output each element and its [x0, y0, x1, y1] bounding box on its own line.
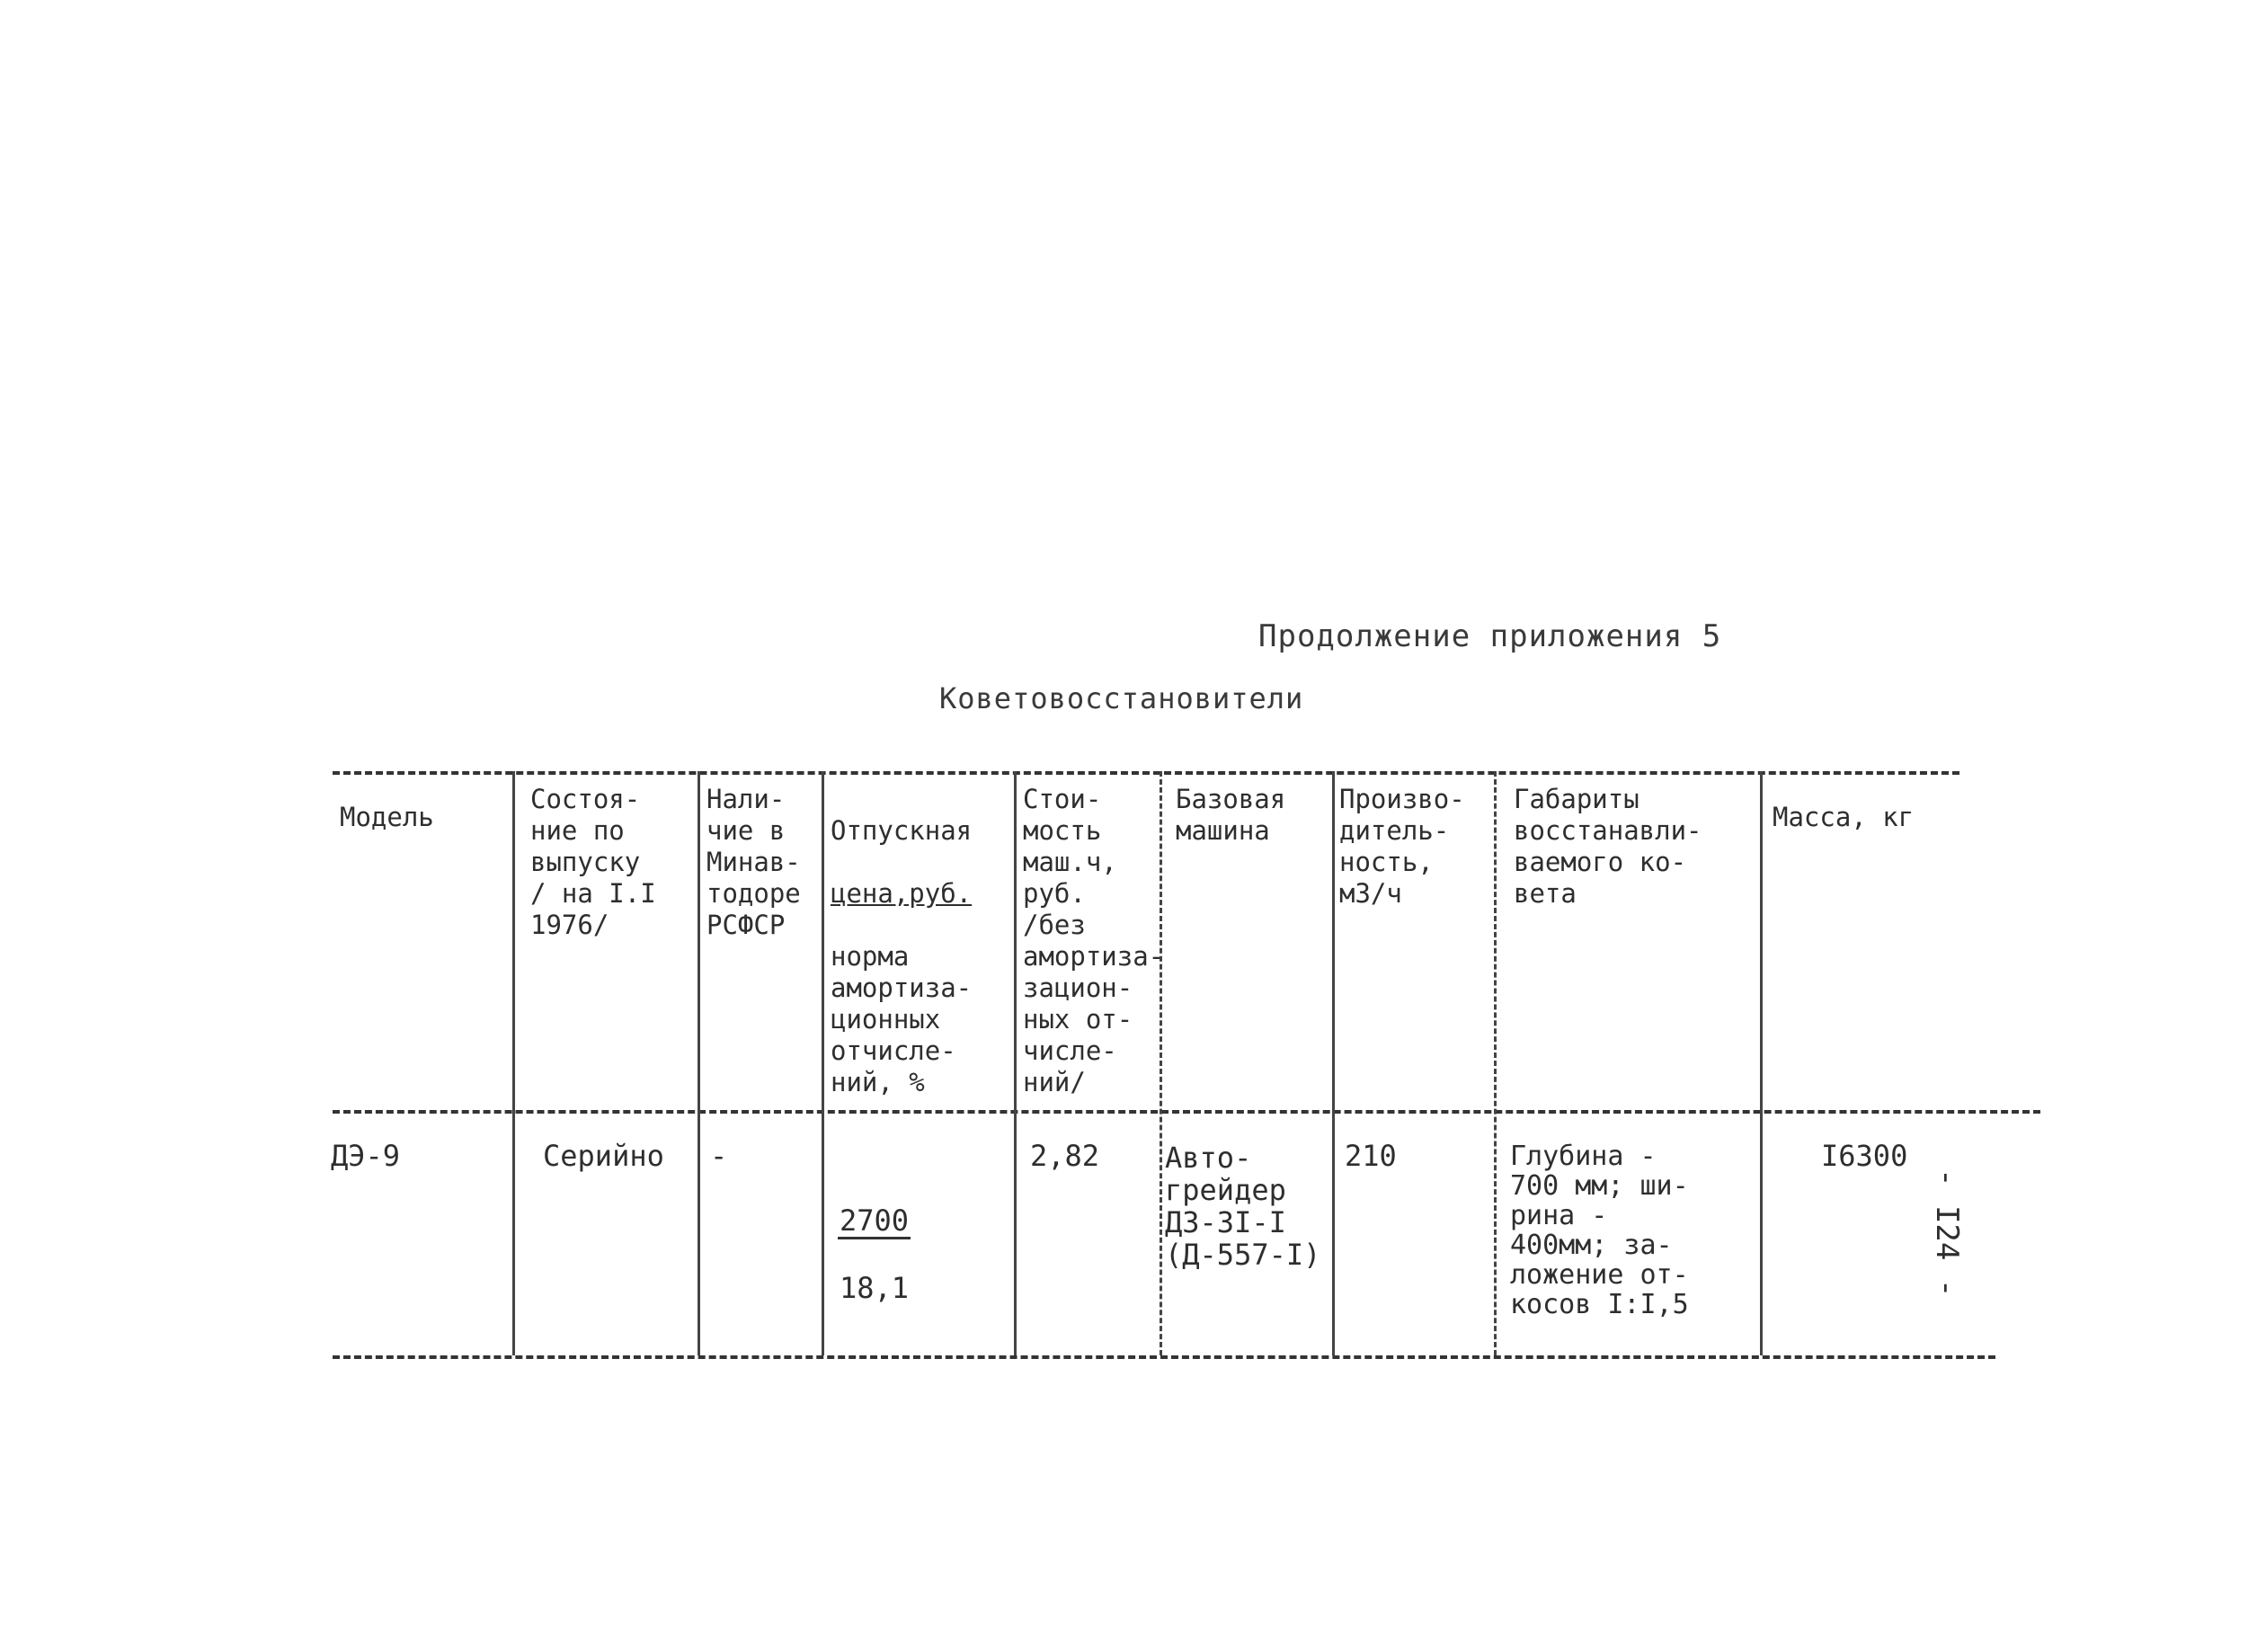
- header-price-line1: Отпускная: [831, 815, 973, 846]
- table-header-bottom-rule: [333, 1110, 2040, 1114]
- header-base-machine: Базовая машина: [1176, 784, 1286, 846]
- header-status: Состоя- ние по выпуску / на I.I 1976/: [530, 784, 656, 940]
- row-availability: -: [710, 1139, 728, 1173]
- row-productivity: 210: [1345, 1139, 1397, 1173]
- table-top-rule: [333, 771, 1959, 775]
- price-denominator: 18,1: [840, 1271, 910, 1305]
- header-model: Модель: [340, 802, 434, 832]
- row-status: Серийно: [543, 1139, 664, 1173]
- header-productivity: Произво- дитель- ность, м3/ч: [1339, 784, 1465, 909]
- page-number: - I24 -: [1929, 1168, 1965, 1298]
- appendix-heading: Продолжение приложения 5: [1258, 618, 1722, 654]
- header-mass: Масса, кг: [1773, 802, 1915, 832]
- row-price-fraction: [838, 1140, 911, 1337]
- header-price: [831, 784, 972, 1098]
- price-fraction: [838, 1172, 911, 1337]
- header-cost: Стои- мость маш.ч, руб. /без амортиза- зацион- ных от- числе- ний/: [1023, 784, 1165, 1097]
- column-divider: [822, 771, 824, 1355]
- column-divider: [1332, 771, 1335, 1355]
- header-dimensions: Габариты восстанавли- ваемого ко- вета: [1514, 784, 1702, 909]
- header-availability: Нали- чие в Минав- тодоре РСФСР: [706, 784, 801, 940]
- price-numerator: 2700: [840, 1203, 910, 1238]
- row-model: ДЭ-9: [331, 1139, 401, 1173]
- row-mass: I6300: [1821, 1139, 1908, 1173]
- row-cost: 2,82: [1030, 1139, 1100, 1173]
- column-divider: [698, 771, 700, 1355]
- column-divider: [1494, 771, 1497, 1355]
- column-divider: [512, 771, 515, 1355]
- header-price-line2: цена,руб.: [831, 878, 973, 909]
- column-divider: [1760, 771, 1763, 1355]
- column-divider: [1014, 771, 1017, 1355]
- row-base-machine: Авто- грейдер ДЗ-3I-I (Д-557-I): [1165, 1141, 1321, 1272]
- header-price-rest: норма амортиза- ционных отчисле- ний, %: [831, 941, 973, 1097]
- table-title: Коветовосстановители: [939, 681, 1304, 715]
- row-dimensions: Глубина - 700 мм; ши- рина - 400мм; за- ложение от- косов I:I,5: [1510, 1141, 1689, 1320]
- table-bottom-rule: [333, 1355, 1995, 1359]
